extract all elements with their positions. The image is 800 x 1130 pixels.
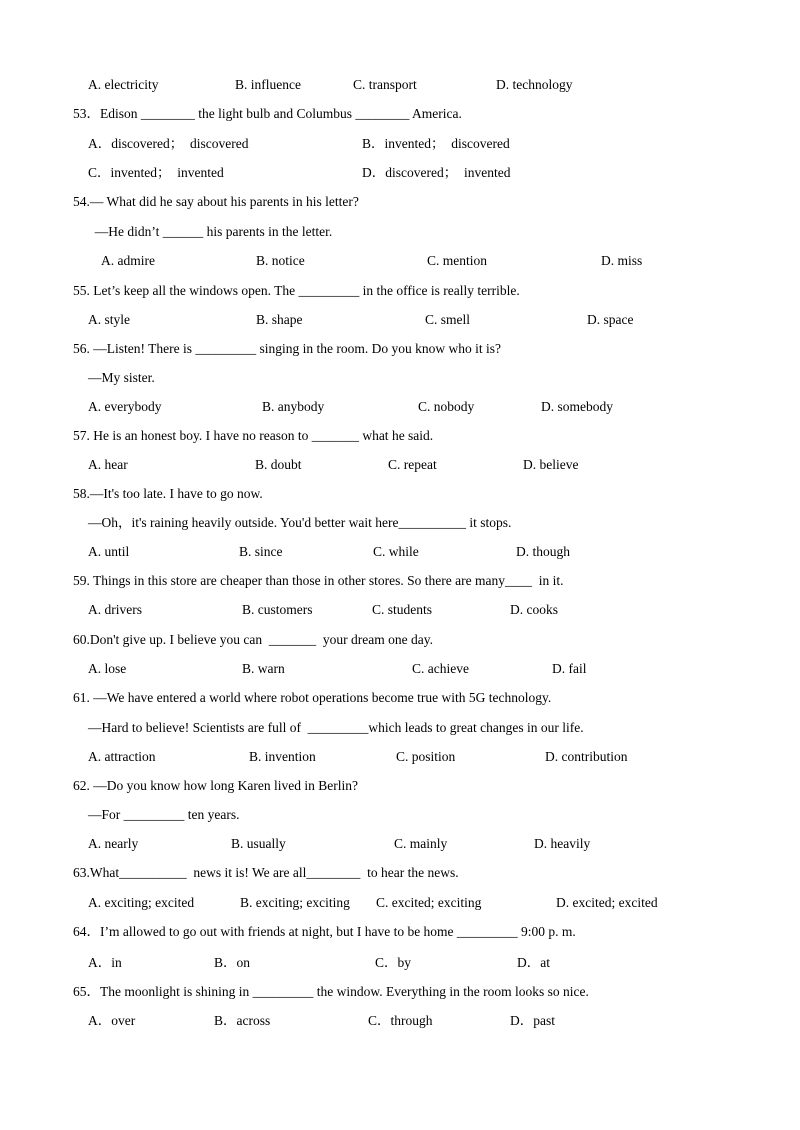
question-53-stem: 53．Edison ________ the light bulb and Columbus ________ America. <box>73 106 462 121</box>
q64-option-a: A．in <box>88 955 122 970</box>
q61-option-a: A. attraction <box>88 749 156 764</box>
q60-option-d: D. fail <box>552 661 587 676</box>
q57-option-a: A. hear <box>88 457 128 472</box>
q54-option-a: A. admire <box>101 253 155 268</box>
question-55-stem: 55. Let’s keep all the windows open. The _________ in the office is really terrible. <box>73 283 520 298</box>
prev-option-b: B. influence <box>235 77 301 92</box>
q62-option-a: A. nearly <box>88 836 139 851</box>
q55-option-b: B. shape <box>256 312 303 327</box>
q59-option-b: B. customers <box>242 602 313 617</box>
q53-option-d: D．discovered； invented <box>362 165 511 180</box>
q55-option-a: A. style <box>88 312 130 327</box>
q64-option-b: B．on <box>214 955 251 970</box>
q63-option-c: C. excited; exciting <box>376 895 482 910</box>
q55-option-c: C. smell <box>425 312 471 327</box>
question-56-reply: —My sister. <box>88 370 155 385</box>
q54-option-d: D. miss <box>601 253 643 268</box>
question-61-reply: —Hard to believe! Scientists are full of _________which leads to great changes in our life. <box>88 720 584 735</box>
prev-option-c: C. transport <box>353 77 417 92</box>
q61-option-c: C. position <box>396 749 456 764</box>
q65-option-c: C．through <box>368 1013 433 1028</box>
q62-option-b: B. usually <box>231 836 286 851</box>
question-64-stem: 64．I’m allowed to go out with friends at night, but I have to be home _________ 9:00 p. m. <box>73 924 576 939</box>
q58-option-c: C. while <box>373 544 419 559</box>
q65-option-d: D．past <box>510 1013 555 1028</box>
question-61-stem: 61. —We have entered a world where robot operations become true with 5G technology. <box>73 690 552 705</box>
q64-option-c: C．by <box>375 955 412 970</box>
q63-option-a: A. exciting; excited <box>88 895 195 910</box>
q61-option-b: B. invention <box>249 749 316 764</box>
q57-option-d: D. believe <box>523 457 579 472</box>
question-56-stem: 56. —Listen! There is _________ singing in the room. Do you know who it is? <box>73 341 501 356</box>
q65-option-a: A．over <box>88 1013 136 1028</box>
q54-option-c: C. mention <box>427 253 487 268</box>
question-58-reply: —Oh，it's raining heavily outside. You'd better wait here__________ it stops. <box>88 515 512 530</box>
q60-option-a: A. lose <box>88 661 127 676</box>
question-59-stem: 59. Things in this store are cheaper than those in other stores. So there are many____ in it. <box>73 573 564 588</box>
question-58-stem: 58.—It's too late. I have to go now. <box>73 486 263 501</box>
q60-option-c: C. achieve <box>412 661 469 676</box>
q59-option-c: C. students <box>372 602 433 617</box>
question-62-reply: —For _________ ten years. <box>88 807 240 822</box>
prev-option-a: A. electricity <box>88 77 159 92</box>
q56-option-b: B. anybody <box>262 399 325 414</box>
q58-option-b: B. since <box>239 544 283 559</box>
q55-option-d: D. space <box>587 312 634 327</box>
prev-option-d: D. technology <box>496 77 573 92</box>
question-57-stem: 57. He is an honest boy. I have no reason to _______ what he said. <box>73 428 434 443</box>
q58-option-a: A. until <box>88 544 130 559</box>
q59-option-a: A. drivers <box>88 602 142 617</box>
question-54-stem: 54.— What did he say about his parents in his letter? <box>73 194 359 209</box>
question-65-stem: 65．The moonlight is shining in _________ the window. Everything in the room looks so nice. <box>73 984 589 999</box>
q57-option-b: B. doubt <box>255 457 302 472</box>
question-60-stem: 60.Don't give up. I believe you can _______ your dream one day. <box>73 632 433 647</box>
q53-option-b: B．invented； discovered <box>362 136 510 151</box>
q59-option-d: D. cooks <box>510 602 558 617</box>
q57-option-c: C. repeat <box>388 457 437 472</box>
q64-option-d: D．at <box>517 955 550 970</box>
q56-option-a: A. everybody <box>88 399 162 414</box>
q63-option-d: D. excited; excited <box>556 895 658 910</box>
q53-option-a: A．discovered； discovered <box>88 136 249 151</box>
question-63-stem: 63.What__________ news it is! We are all________ to hear the news. <box>73 865 459 880</box>
q53-option-c: C．invented； invented <box>88 165 224 180</box>
q60-option-b: B. warn <box>242 661 285 676</box>
q58-option-d: D. though <box>516 544 570 559</box>
q62-option-c: C. mainly <box>394 836 448 851</box>
q65-option-b: B．across <box>214 1013 271 1028</box>
q56-option-c: C. nobody <box>418 399 475 414</box>
question-54-reply: —He didn’t ______ his parents in the letter. <box>88 224 333 239</box>
question-62-stem: 62. —Do you know how long Karen lived in Berlin? <box>73 778 358 793</box>
q61-option-d: D. contribution <box>545 749 628 764</box>
q63-option-b: B. exciting; exciting <box>240 895 350 910</box>
q62-option-d: D. heavily <box>534 836 591 851</box>
q56-option-d: D. somebody <box>541 399 613 414</box>
q54-option-b: B. notice <box>256 253 305 268</box>
